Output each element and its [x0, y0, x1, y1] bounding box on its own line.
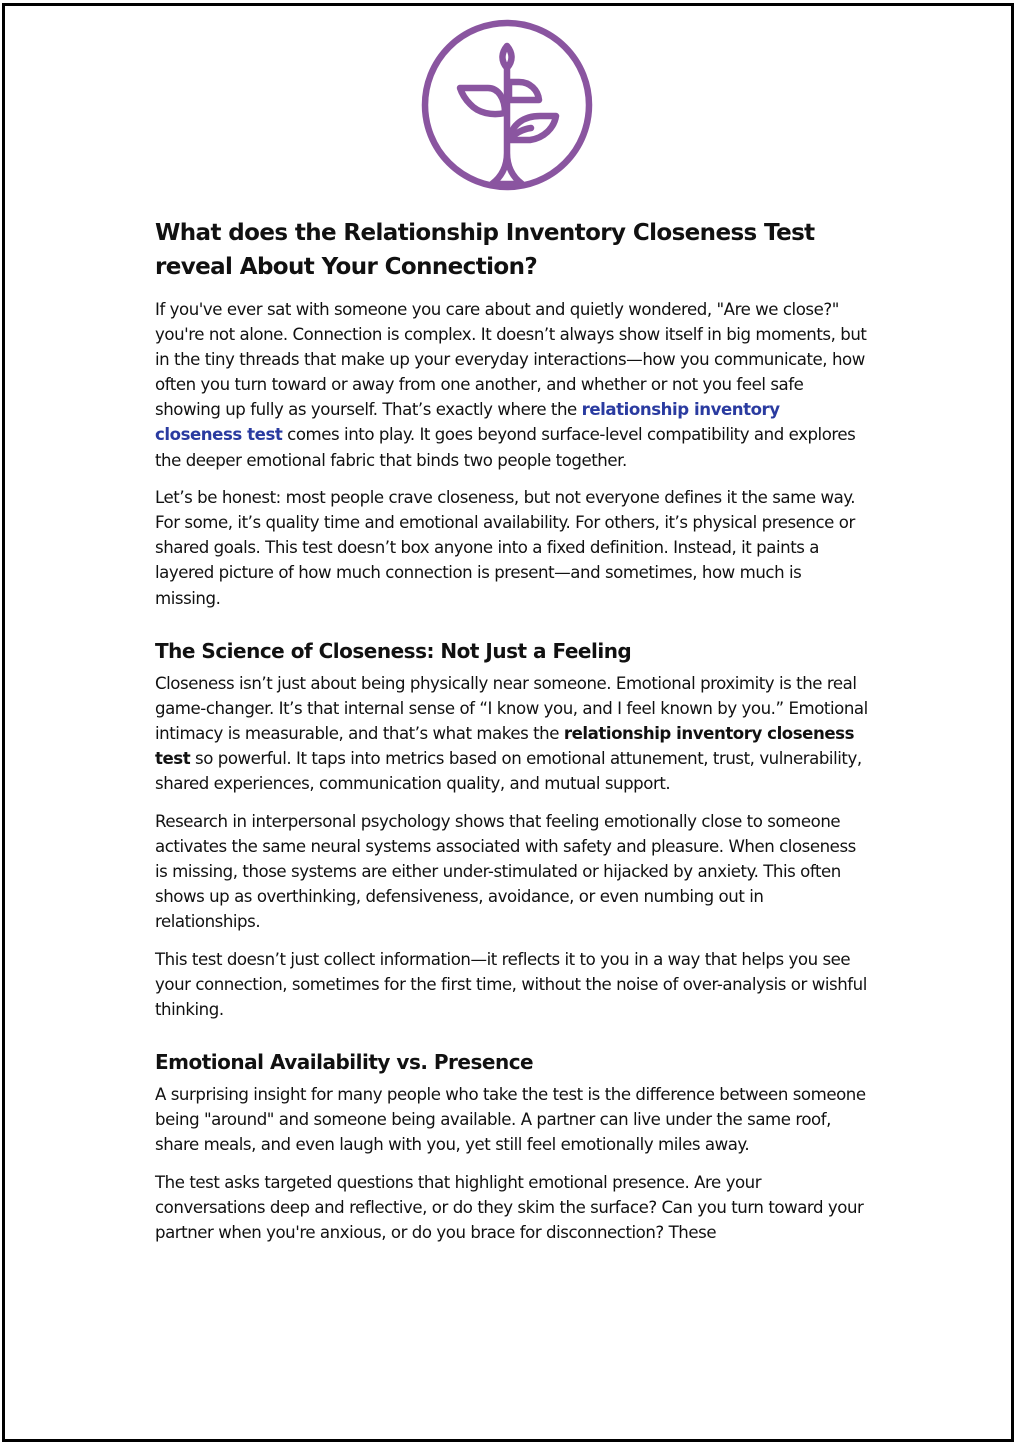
article [155, 216, 870, 1257]
science-paragraph-2: Research in interpersonal psychology shows that feeling emotionally close to someone activates the same neural systems associated with safety and pleasure. When closeness is missing, those systems are either under-stimulated or hijacked by anxiety. This often shows up as overthinking, defensiveness, avoidance, or even numbing out in relationships. [155, 811, 856, 931]
availability-paragraph-1: A surprising insight for many people who take the test is the difference between someone being "around" and someone being available. A partner can live under the same roof, share meals, and even laugh with you, yet still feel emotionally miles away. [155, 1084, 866, 1155]
intro-paragraph-2: Let’s be honest: most people crave closeness, but not everyone defines it the same way. For some, it’s quality time and emotional availability. For others, it’s physical presence or shared goals. This test doesn’t box anyone into a fixed definition. Instead, it paints a layered picture of how much connection is present—and sometimes, how much is missing. [155, 488, 856, 608]
science-paragraph-1 [155, 671, 870, 796]
plant-logo-icon [420, 18, 594, 192]
page-title: What does the Relationship Inventory Closeness Test reveal About Your Connection? [155, 220, 815, 280]
intro-paragraph-1 [155, 297, 870, 473]
science-paragraph-3: This test doesn’t just collect information—it reflects it to you in a way that helps you see your connection, sometimes for the first time, without the noise of over-analysis or wishful thinking. [155, 949, 867, 1019]
science-text-end: so powerful. It taps into metrics based on emotional attunement, trust, vulnerability, shared experiences, communication quality, and mutual support. [155, 748, 862, 793]
section-heading-science: The Science of Closeness: Not Just a Feeling [155, 638, 632, 663]
closeness-test-link[interactable]: relationship inventory closeness test [155, 400, 780, 445]
section-heading-availability: Emotional Availability vs. Presence [155, 1049, 534, 1074]
science-text-start: Closeness isn’t just about being physically near someone. Emotional proximity is the real game-changer. It’s that internal sense of “I know you, and I feel known by you.” Emotional intimacy is measurable, and that’s what makes the [155, 673, 868, 743]
bold-term: relationship inventory closeness test [155, 723, 855, 768]
intro-text-end: comes into play. It goes beyond surface-level compatibility and explores the deeper emotional fabric that binds two people together. [155, 425, 856, 470]
availability-paragraph-2: The test asks targeted questions that highlight emotional presence. Are your conversations deep and reflective, or do they skim the surface? Can you turn toward your partner when you're anxious, or do you brace for disconnection? These [155, 1172, 864, 1242]
plant-sprout-icon [420, 18, 594, 192]
intro-text-start: If you've ever sat with someone you care about and quietly wondered, "Are we close?" you're not alone. Connection is complex. It doesn’t always show itself in big moments, but in the tiny threads that make up your everyday interactions—how you communicate, how often you turn toward or away from one another, and whether or not you feel safe showing up fully as yourself. That’s exactly where the [155, 300, 867, 420]
